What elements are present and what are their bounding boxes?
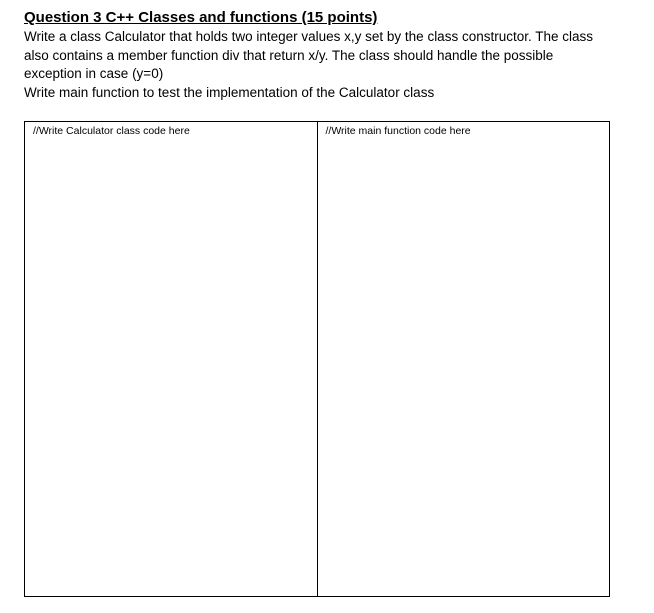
question-title: Question 3 C++ Classes and functions (15 points) bbox=[24, 9, 378, 26]
answer-table bbox=[24, 121, 610, 597]
question-line: also contains a member function div that return x/y. The class should handle the possible bbox=[24, 47, 554, 63]
calculator-class-code-cell[interactable] bbox=[25, 122, 317, 596]
calculator-class-code-placeholder: //Write Calculator class code here bbox=[33, 125, 190, 137]
question-line: Write a class Calculator that holds two integer values x,y set by the class constructor. The class bbox=[24, 29, 594, 44]
question-line: Write main function to test the implementation of the Calculator class bbox=[24, 84, 435, 100]
question-description bbox=[24, 28, 624, 102]
question-line: exception in case (y=0) bbox=[24, 66, 164, 81]
main-function-code-cell[interactable] bbox=[317, 122, 610, 596]
question-block bbox=[24, 8, 624, 102]
main-function-code-placeholder: //Write main function code here bbox=[325, 125, 471, 137]
